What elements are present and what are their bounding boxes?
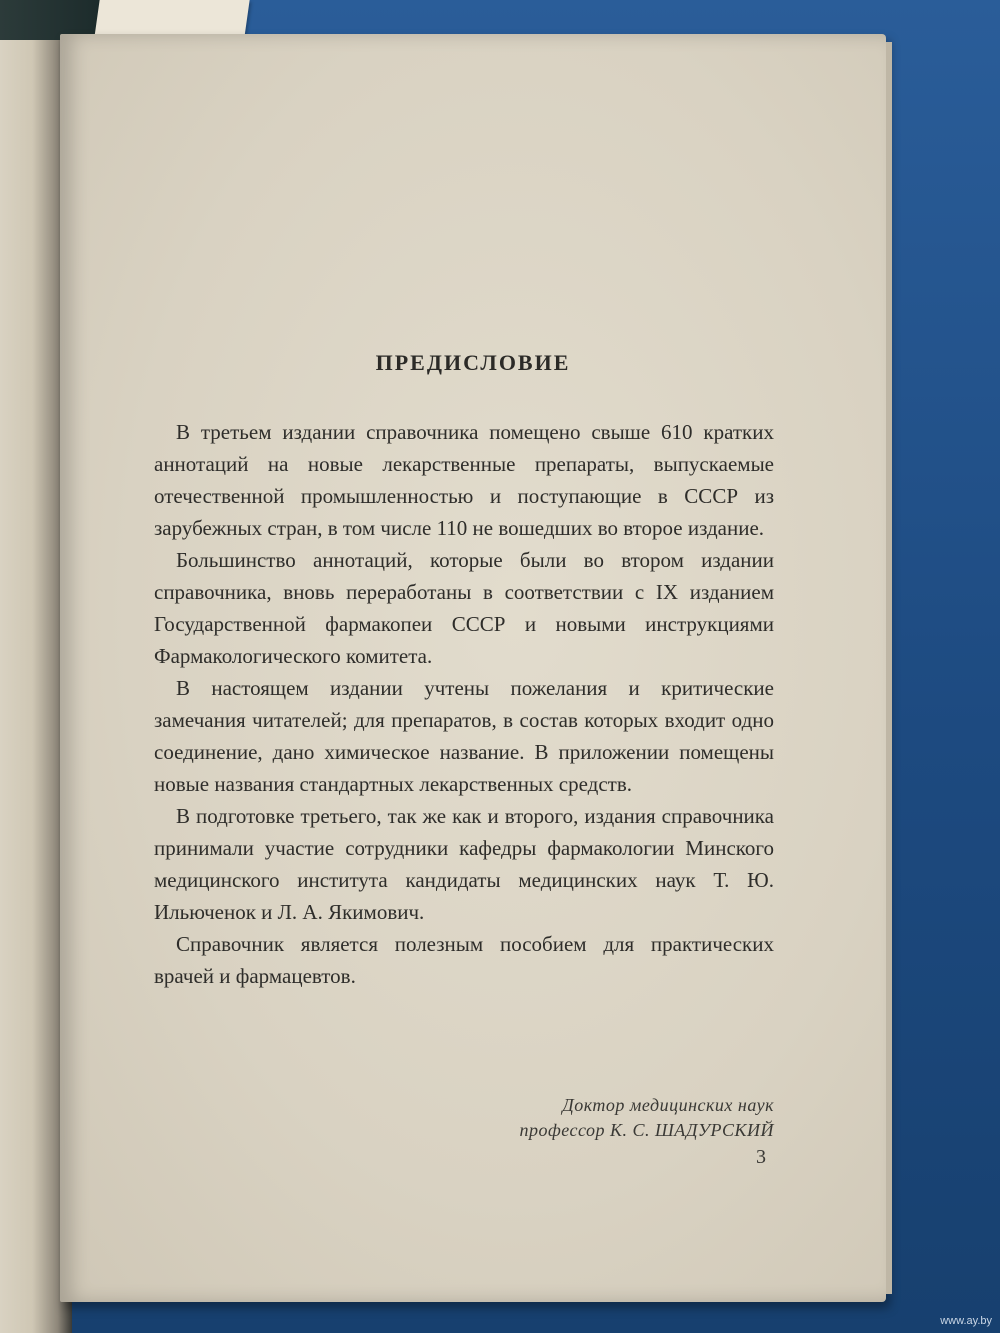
paragraph: В третьем издании справочника помещено свыше 610 кратких аннотаций на новые лекарственные препараты, выпускаемые отечественной промышленностью и поступающие в СССР из зарубежных стран, в том числе 110 не вошедших во второе издание. bbox=[154, 420, 774, 540]
watermark: www.ay.by bbox=[940, 1315, 992, 1327]
paragraph: В подготовке третьего, так же как и второго, издания справочника принимали участие сотрудники кафедры фармакологии Минского медицинского института кандидаты медицинских наук Т. Ю. Ильюченок и Л. А. Якимович. bbox=[154, 804, 774, 924]
paragraph: Большинство аннотаций, которые были во втором издании справочника, вновь переработаны в соответствии с IX изданием Государственной фармакопеи СССР и новыми инструкциями Фармакологического комитета. bbox=[154, 548, 774, 668]
page-edge bbox=[886, 42, 892, 1294]
page-number: 3 bbox=[756, 1146, 766, 1168]
signature-title: Доктор медицинских наук bbox=[562, 1095, 774, 1115]
page-heading: ПРЕДИСЛОВИЕ bbox=[375, 350, 571, 375]
paragraph: Справочник является полезным пособием для практических врачей и фармацевтов. bbox=[154, 932, 774, 988]
preface-text bbox=[154, 416, 774, 992]
signature-name: профессор К. С. ШАДУРСКИЙ bbox=[519, 1120, 774, 1140]
paragraph: В настоящем издании учтены пожелания и критические замечания читателей; для препаратов, в состав которых входит одно соединение, дано химическое название. В приложении помещены новые названия стандартных лекарственных средств. bbox=[154, 676, 774, 796]
